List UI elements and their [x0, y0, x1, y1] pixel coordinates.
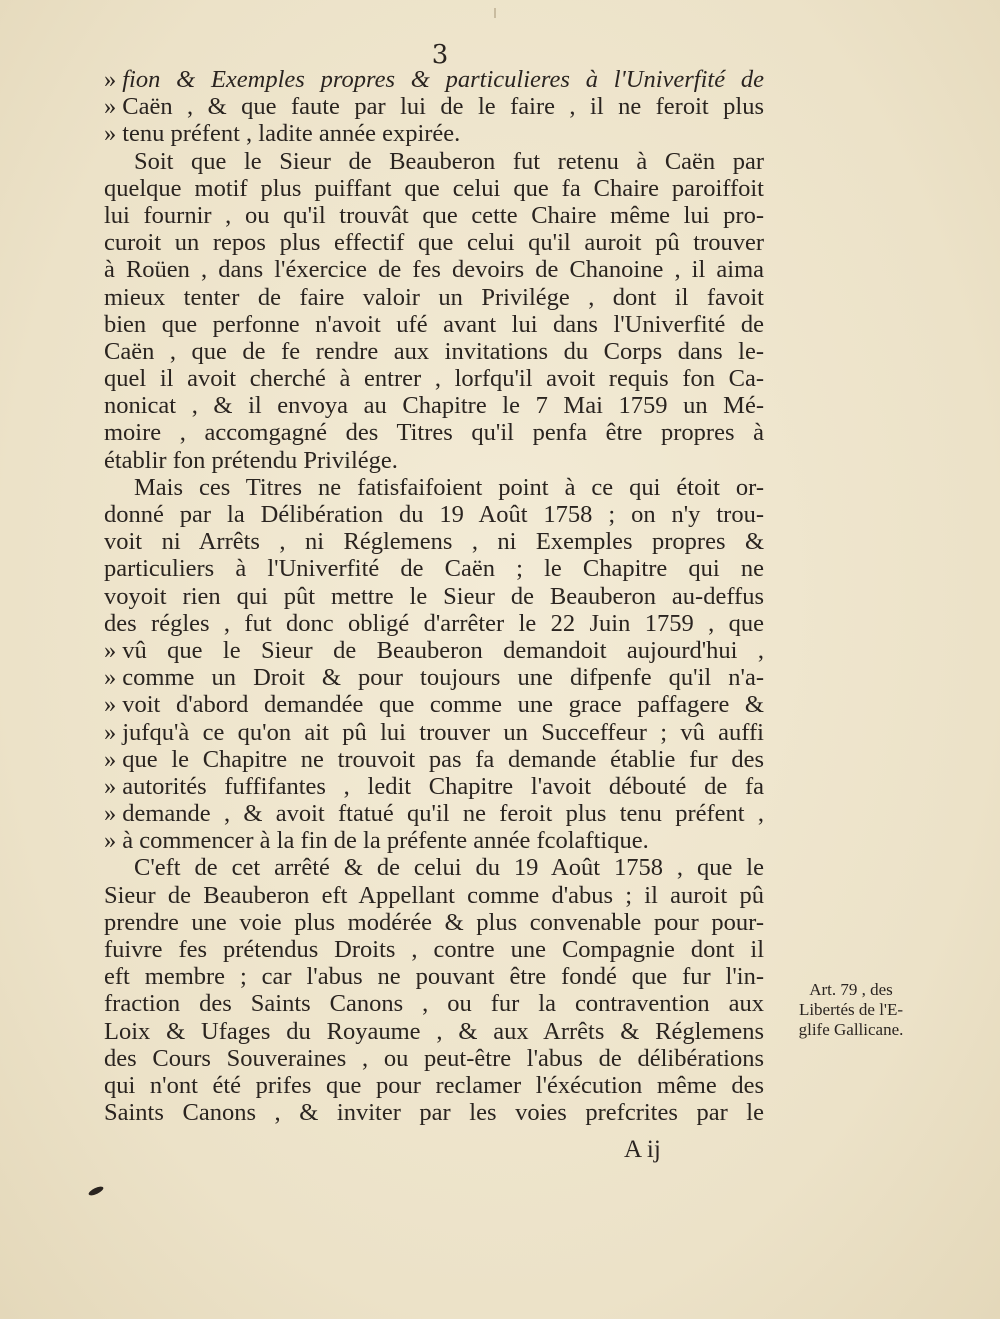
line-text: fion & Exemples propres & particulieres à l'Univerfité de — [122, 66, 764, 93]
text-line — [104, 990, 764, 1017]
marginal-note — [776, 980, 926, 1040]
text-line — [104, 664, 764, 691]
line-text: à commencer à la fin de la préfente année fcolaftique. — [122, 827, 649, 855]
text-line — [104, 392, 764, 419]
line-text: à Roüen , dans l'éxercice de fes devoirs de Chanoine , il aima — [104, 256, 764, 284]
text-line — [104, 854, 764, 881]
text-line — [104, 419, 764, 446]
line-text: donné par la Délibération du 19 Août 1758 ; on n'y trou- — [104, 501, 764, 528]
text-line — [104, 610, 764, 637]
text-line — [104, 447, 764, 474]
quote-mark: » — [104, 66, 117, 93]
text-line — [104, 936, 764, 963]
text-line — [104, 120, 764, 147]
text-line — [104, 148, 764, 175]
line-text: voit d'abord demandée que comme une grace paffagere & — [122, 691, 764, 719]
text-line — [104, 1072, 764, 1099]
line-text: eft membre ; car l'abus ne pouvant être fondé que fur l'in- — [104, 963, 764, 991]
text-line — [104, 691, 764, 718]
line-text: C'eft de cet arrêté & de celui du 19 Août 1758 , que le — [134, 854, 764, 882]
text-line — [104, 528, 764, 555]
text-line — [104, 66, 764, 93]
line-text: comme un Droit & pour toujours une difpenfe qu'il n'a- — [122, 664, 764, 692]
line-text: vû que le Sieur de Beauberon demandoit aujourd'hui , — [122, 636, 764, 664]
line-text: prendre une voie plus modérée & plus convenable pour pour- — [104, 908, 764, 936]
text-line — [104, 474, 764, 501]
page-number: 3 — [431, 40, 449, 70]
quote-mark: » — [104, 120, 117, 148]
quote-mark: » — [104, 718, 117, 746]
marginal-note-line: glife Gallicane. — [798, 1020, 904, 1039]
line-text: voyoit rien qui pût mettre le Sieur de Beauberon au-deffus — [104, 582, 764, 610]
text-line — [104, 365, 764, 392]
line-text: lui fournir , ou qu'il trouvât que cette Chaire même lui pro- — [104, 201, 764, 229]
text-line — [104, 338, 764, 365]
text-line — [104, 93, 764, 120]
line-text: autorités fuffifantes , ledit Chapitre l'avoit débouté de fa — [122, 772, 764, 800]
line-text: Sieur de Beauberon eft Appellant comme d'abus ; il auroit pû — [104, 881, 764, 909]
text-line — [104, 501, 764, 528]
text-line — [104, 175, 764, 202]
line-text: demande , & avoit ftatué qu'il ne feroit plus tenu préfent , — [122, 800, 764, 828]
text-line — [104, 1018, 764, 1045]
text-line — [104, 284, 764, 311]
line-text: moire , accomgagné des Titres qu'il penfa être propres à — [104, 419, 764, 447]
quote-mark: » — [104, 93, 117, 121]
quote-mark: » — [104, 664, 117, 692]
text-line — [104, 637, 764, 664]
line-text: quelque motif plus puiffant que celui que fa Chaire paroiffoit — [104, 174, 764, 202]
line-text: curoit un repos plus effectif que celui qu'il auroit pû trouver — [104, 229, 764, 257]
line-text: quel il avoit cherché à entrer , lorfqu'il avoit requis fon Ca- — [104, 365, 764, 393]
line-text: mieux tenter de faire valoir un Privilége , dont il favoit — [104, 283, 764, 311]
text-line — [104, 882, 764, 909]
line-text: jufqu'à ce qu'on ait pû lui trouver un Succeffeur ; vû auffi — [122, 718, 764, 746]
line-text: Caën , & que faute par lui de le faire , il ne feroit plus — [122, 93, 764, 121]
quote-mark: » — [104, 800, 117, 828]
line-text: fraction des Saints Canons , ou fur la contravention aux — [104, 990, 764, 1018]
quote-mark: » — [104, 772, 117, 800]
text-line — [104, 746, 764, 773]
line-text: établir fon prétendu Privilége. — [104, 446, 398, 474]
text-line — [104, 256, 764, 283]
text-line — [104, 583, 764, 610]
line-text: des Cours Souveraines , ou peut-être l'abus de délibérations — [104, 1044, 764, 1072]
line-text: qui n'ont été prifes que pour reclamer l'éxécution même des — [104, 1071, 764, 1099]
quote-mark: » — [104, 636, 117, 664]
text-line — [104, 827, 764, 854]
line-text: tenu préfent , ladite année expirée. — [122, 120, 461, 148]
text-line — [104, 800, 764, 827]
line-text: particuliers à l'Univerfité de Caën ; le Chapitre qui ne — [104, 555, 764, 583]
text-line — [104, 773, 764, 800]
line-text: Loix & Ufages du Royaume , & aux Arrêts & Réglemens — [104, 1017, 764, 1045]
ink-blot — [87, 1185, 104, 1197]
marginal-note-line: Art. 79 , des — [809, 980, 893, 999]
text-line — [104, 202, 764, 229]
line-text: Soit que le Sieur de Beauberon fut retenu à Caën par — [134, 147, 764, 175]
line-text: que le Chapitre ne trouvoit pas fa demande établie fur des — [122, 745, 764, 773]
text-line — [104, 963, 764, 990]
text-line — [104, 229, 764, 256]
text-line — [104, 719, 764, 746]
text-line — [104, 1045, 764, 1072]
line-text: Saints Canons , & inviter par les voies prefcrites par le — [104, 1099, 764, 1127]
signature-mark: A ij — [624, 1136, 661, 1163]
text-line — [104, 555, 764, 582]
line-text: Caën , que de fe rendre aux invitations du Corps dans le- — [104, 337, 764, 365]
marginal-note-line: Libertés de l'E- — [798, 1000, 904, 1019]
quote-mark: » — [104, 745, 117, 773]
line-text: voit ni Arrêts , ni Réglemens , ni Exemples propres & — [104, 528, 764, 556]
quote-mark: » — [104, 827, 117, 855]
quote-mark: » — [104, 691, 117, 719]
line-text: Mais ces Titres ne fatisfaifoient point à ce qui étoit or- — [134, 473, 764, 501]
line-text: fuivre fes prétendus Droits , contre une Compagnie dont il — [104, 936, 764, 963]
line-text: bien que perfonne n'avoit ufé avant lui dans l'Univerfité de — [104, 310, 764, 338]
text-line — [104, 311, 764, 338]
paper-mark — [494, 8, 496, 18]
body-text — [104, 66, 764, 1126]
line-text: nonicat , & il envoya au Chapitre le 7 Mai 1759 un Mé- — [104, 392, 764, 420]
line-text: des régles , fut donc obligé d'arrêter le 22 Juin 1759 , que — [104, 609, 764, 637]
text-line — [104, 909, 764, 936]
text-line — [104, 1099, 764, 1126]
